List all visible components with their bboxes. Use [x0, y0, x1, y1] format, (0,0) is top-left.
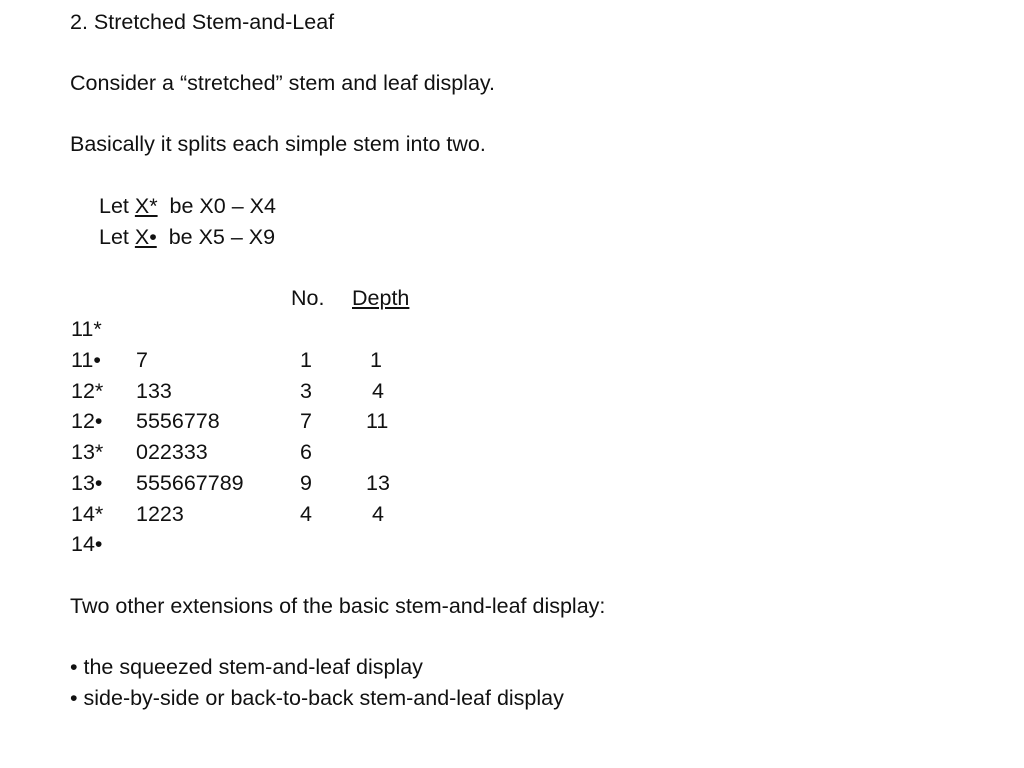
row-no: 9: [300, 471, 312, 495]
row-stem: 13*: [71, 440, 104, 464]
split-paragraph: Basically it splits each simple stem into two.: [70, 132, 486, 156]
row-no: 7: [300, 409, 312, 433]
row-leaves: 7: [136, 348, 148, 372]
row-no: 3: [300, 379, 312, 403]
row-no: 6: [300, 440, 312, 464]
extension-item: • side-by-side or back-to-back stem-and-leaf display: [70, 686, 564, 710]
row-leaves: 022333: [136, 440, 208, 464]
definition-symbol: X*: [134, 194, 158, 218]
row-leaves: 5556778: [136, 409, 220, 433]
extension-item: • the squeezed stem-and-leaf display: [70, 655, 423, 679]
row-depth: 1: [370, 348, 382, 372]
definition-suffix: be X0 – X4: [157, 194, 276, 218]
definition-prefix: Let: [99, 194, 135, 218]
extensions-intro: Two other extensions of the basic stem-and-leaf display:: [70, 594, 606, 618]
definition-suffix: be X5 – X9: [156, 225, 276, 249]
row-stem: 11*: [71, 317, 102, 341]
row-stem: 14*: [71, 502, 104, 526]
row-stem: 12*: [71, 379, 104, 403]
page-title: 2. Stretched Stem-and-Leaf: [70, 10, 335, 34]
row-leaves: 133: [136, 379, 172, 403]
row-stem: 11•: [71, 348, 101, 372]
row-depth: 11: [366, 409, 389, 433]
row-leaves: 1223: [136, 502, 184, 526]
row-stem: 14•: [71, 532, 103, 556]
definition-prefix: Let: [99, 225, 135, 249]
row-stem: 12•: [71, 409, 103, 433]
row-depth: 4: [372, 379, 384, 403]
column-header-depth: [352, 286, 409, 310]
row-leaves: 555667789: [136, 471, 244, 495]
row-depth: 13: [366, 471, 390, 495]
row-no: 4: [300, 502, 312, 526]
intro-paragraph: Consider a “stretched” stem and leaf display.: [70, 71, 496, 95]
row-no: 1: [300, 348, 312, 372]
column-header-no: No.: [291, 286, 325, 310]
row-depth: 4: [372, 502, 384, 526]
row-stem: 13•: [71, 471, 103, 495]
definition-low: [99, 194, 276, 218]
depth-header-text: Depth: [352, 286, 410, 310]
definition-high: [99, 225, 275, 249]
definition-symbol: X•: [134, 225, 157, 249]
